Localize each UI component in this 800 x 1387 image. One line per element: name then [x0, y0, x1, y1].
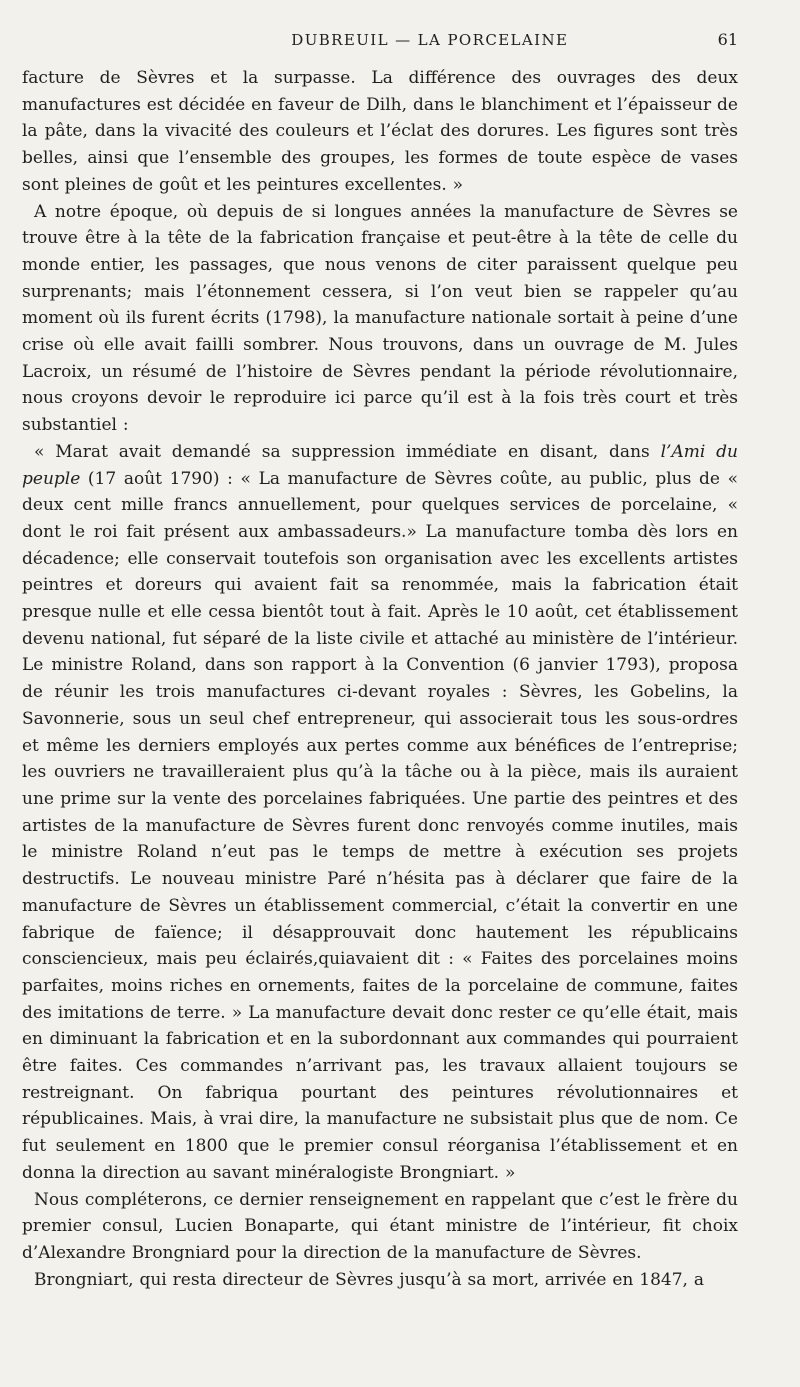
paragraph-continued: facture de Sèvres et la surpasse. La différence des ouvrages des deux manufactures est décidée en faveur de Dilh, dans le blanchiment et l’épaisseur de la pâte, dans la vivacité des couleurs et l’éclat des dorures. Les figures sont très belles, ainsi que l’ensemble des groupes, les formes de toute espèce de vases sont pleines de goût et les peintures excellentes. » — [22, 68, 738, 195]
running-header — [22, 30, 738, 49]
quoted-history-paragraph — [22, 439, 738, 1187]
journal-title: l’Ami du peuple — [22, 441, 738, 489]
book-page — [22, 30, 738, 1293]
quote-lead: « Marat avait demandé sa suppression immédiate en disant, dans — [34, 441, 661, 462]
body-text — [22, 65, 738, 1293]
running-title: DUBREUIL — LA PORCELAINE — [291, 31, 569, 49]
paragraph-lucien-bonaparte: Nous compléterons, ce dernier renseignement en rappelant que c’est le frère du premier consul, Lucien Bonaparte, qui étant ministre de l’intérieur, fit choix d’Alexandre Brongniard pour la direction de la manufacture de Sèvres. — [22, 1189, 738, 1263]
page-number: 61 — [717, 30, 738, 49]
paragraph-modern-era: A notre époque, où depuis de si longues années la manufacture de Sèvres se trouve être à la tête de la fabrication française et peut-être à la tête de celle du monde entier, les passages, que nous venons de citer paraissent quelque peu surprenants; mais l’étonnement cessera, si l’on veut bien se rappeler qu’au moment où ils furent écrits (1798), la manufacture nationale sortait à peine d’une crise où elle avait failli sombrer. Nous trouvons, dans un ouvrage de M. Jules Lacroix, un résumé de l’histoire de Sèvres pendant la période révolutionnaire, nous croyons devoir le reproduire ici parce qu’il est à la fois très court et très substantiel : — [22, 201, 738, 436]
paragraph-brongniart: Brongniart, qui resta directeur de Sèvres jusqu’à sa mort, arrivée en 1847, a — [34, 1269, 704, 1290]
quote-body: (17 août 1790) : « La manufacture de Sèvres coûte, au public, plus de « deux cent mille francs annuellement, pour quelques services de porcelaine, « dont le roi fait présent aux ambassadeurs.» La manufacture tomba dès lors en décadence; elle conservait toutefois son organisation avec les excellents artistes peintres et doreurs qui avaient fait sa renommée, mais la fabrication était presque nulle et elle cessa bientôt tout à fait. Après le 10 août, cet établissement devenu national, fut séparé de la liste civile et attaché au ministère de l’intérieur. Le ministre Roland, dans son rapport à la Convention (6 janvier 1793), proposa de réunir les trois manufactures ci-devant royales : Sèvres, les Gobelins, la Savonnerie, sous un seul chef entrepreneur, qui associerait tous les sous-ordres et même les derniers employés aux pertes comme aux bénéfices de l’entreprise; les ouvriers ne travailleraient plus qu’à la tâche ou à la pièce, mais ils auraient une prime sur la vente des porcelaines fabriquées. Une partie des peintres et des artistes de la manufacture de Sèvres furent donc renvoyés comme inutiles, mais le ministre Roland n’eut pas le temps de mettre à exécution ses projets destructifs. Le nouveau ministre Paré n’hésita pas à déclarer que faire de la manufacture de Sèvres un établissement commercial, c’était la convertir en une fabrique de faïence; il désapprouvait donc hautement les républicains consciencieux, mais peu éclairés,quiavaient dit : « Faites des porcelaines moins parfaites, moins riches en ornements, faites de la porcelaine de commune, faites des imitations de terre. » La manufacture devait donc rester ce qu’elle était, mais en diminuant la fabrication et en la subordonnant aux commandes qui pourraient être faites. Ces commandes n’arrivant pas, les travaux allaient toujours se restreignant. On fabriqua pourtant des peintures révolutionnaires et républicaines. Mais, à vrai dire, la manufacture ne subsistait plus que de nom. Ce fut seulement en 1800 que le premier consul réorganisa l’établissement et en donna la direction au savant minéralogiste Brongniart. » — [22, 468, 738, 1183]
